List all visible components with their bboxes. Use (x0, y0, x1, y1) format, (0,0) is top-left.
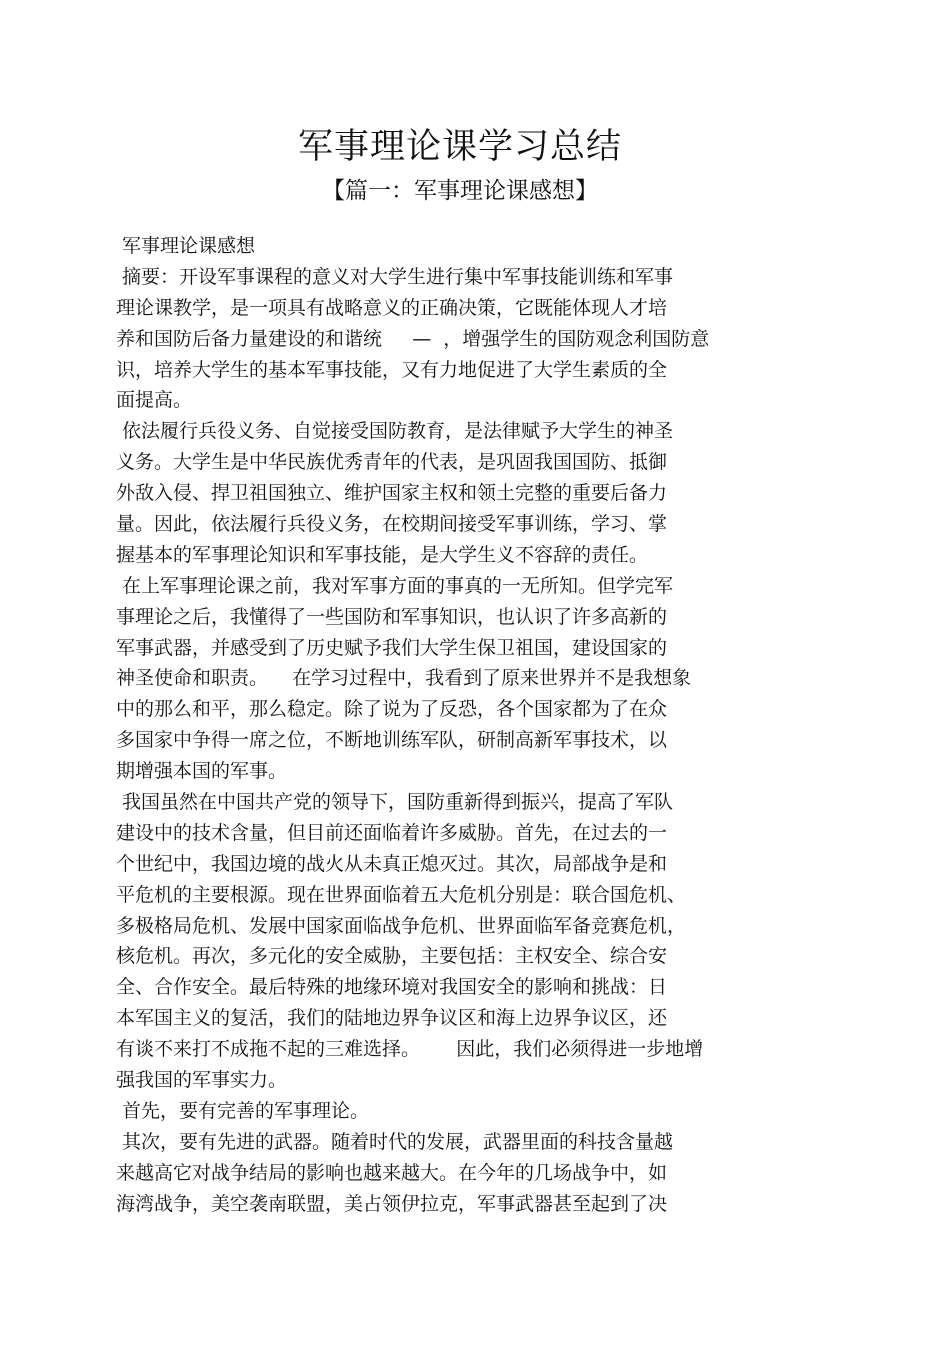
section-heading: 【篇一：军事理论课感想】 (322, 178, 598, 204)
text-line: 事理论之后，我懂得了一些国防和军事知识，也认识了许多高新的 (116, 605, 668, 628)
text-line: 首先，要有完善的军事理论。 (116, 1099, 370, 1122)
text-line: 依法履行兵役义务、自觉接受国防教育，是法律赋予大学生的神圣 (116, 420, 674, 443)
text-line: 全、合作安全。最后特殊的地缘环境对我国安全的影响和挑战：日 (116, 976, 668, 999)
text-line: 在上军事理论课之前，我对军事方面的事真的一无所知。但学完军 (116, 574, 674, 597)
text-line: 本军国主义的复活，我们的陆地边界争议区和海上边界争议区，还 (116, 1007, 668, 1030)
text-line: 有谈不来打不成拖不起的三难选择。 因此，我们必须得进一步地增 (116, 1038, 704, 1061)
text-line: 我国虽然在中国共产党的领导下，国防重新得到振兴，提高了军队 (116, 791, 674, 814)
text-line: 其次，要有先进的武器。随着时代的发展，武器里面的科技含量越 (116, 1130, 674, 1153)
text-line: 中的那么和平，那么稳定。除了说为了反恐，各个国家都为了在众 (116, 698, 668, 721)
text-line: 多极格局危机、发展中国家面临战争危机、世界面临军备竞赛危机， (116, 914, 687, 937)
text-line: 义务。大学生是中华民族优秀青年的代表，是巩固我国国防、抵御 (116, 451, 668, 474)
text-line: 外敌入侵、捍卫祖国独立、维护国家主权和领土完整的重要后备力 (116, 482, 668, 505)
page-title: 军事理论课学习总结 (297, 127, 622, 167)
text-line: 平危机的主要根源。现在世界面临着五大危机分别是：联合国危机、 (116, 883, 687, 906)
text-line: 来越高它对战争结局的影响也越来越大。在今年的几场战争中，如 (116, 1161, 668, 1184)
text-line: 期增强本国的军事。 (116, 760, 288, 783)
text-line: 面提高。 (116, 389, 193, 412)
text-line: 军事理论课感想 (116, 235, 256, 257)
text-line: 理论课教学，是一项具有战略意义的正确决策，它既能体现人才培 (116, 296, 668, 319)
text-line: 握基本的军事理论知识和军事技能，是大学生义不容辞的责任。 (116, 543, 649, 566)
text-line: 量。因此，依法履行兵役义务，在校期间接受军事训练，学习、掌 (116, 513, 668, 536)
text-line: 建设中的技术含量，但目前还面临着许多威胁。首先，在过去的一 (116, 821, 668, 844)
text-line: 神圣使命和职责。 在学习过程中，我看到了原来世界并不是我想象 (116, 667, 692, 690)
text-line: 强我国的军事实力。 (116, 1069, 288, 1092)
text-line: 海湾战争，美空袭南联盟，美占领伊拉克，军事武器甚至起到了决 (116, 1192, 668, 1215)
body-text (116, 231, 796, 1220)
text-line: 多国家中争得一席之位，不断地训练军队，研制高新军事技术，以 (116, 729, 668, 752)
text-line: 核危机。再次，多元化的安全威胁，主要包括：主权安全、综合安 (116, 945, 668, 968)
text-line: 养和国防后备力量建设的和谐统 — ，增强学生的国防观念利国防意 (116, 327, 710, 350)
text-line: 识，培养大学生的基本军事技能，又有力地促进了大学生素质的全 (116, 358, 668, 381)
text-line: 摘要：开设军事课程的意义对大学生进行集中军事技能训练和军事 (116, 265, 674, 288)
text-line: 个世纪中，我国边境的战火从未真正熄灭过。其次，局部战争是和 (116, 852, 668, 875)
text-line: 军事武器，并感受到了历史赋予我们大学生保卫祖国，建设国家的 (116, 636, 668, 659)
